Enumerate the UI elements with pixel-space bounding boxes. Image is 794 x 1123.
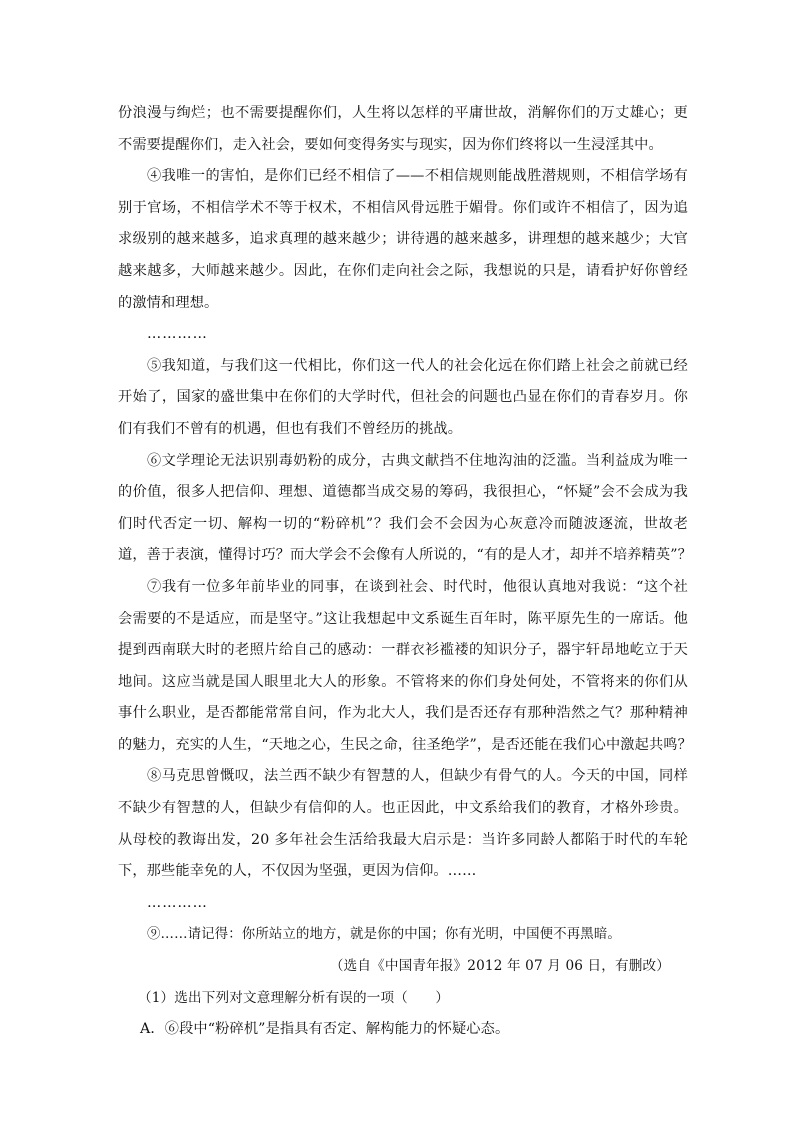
text-line: 提到西南联大时的老照片给自己的感动：一群衣衫褴褛的知识分子，器宇轩昂地屹立于天 — [118, 642, 688, 659]
document-page — [118, 98, 692, 1046]
paragraph-first-line: ⑧马克思曾慨叹，法兰西不缺少有智慧的人，但缺少有骨气的人。今天的中国，同样 — [147, 768, 688, 785]
text-line: 会需要的不是适应，而是坚守。”这让我想起中文系诞生百年时，陈平原先生的一席话。他 — [118, 610, 688, 627]
text-line: 份浪漫与绚烂；也不需要提醒你们，人生将以怎样的平庸世故，消解你们的万丈雄心；更 — [118, 105, 688, 121]
source-citation: （选自《中国青年报》2012 年 07 月 06 日，有删改） — [329, 958, 670, 975]
text-line: 求级别的越来越多，追求真理的越来越少；讲待遇的越来越多，讲理想的越来越少；大官 — [118, 231, 688, 248]
text-line: 的魅力，充实的人生，“天地之心，生民之命，往圣绝学”，是否还能在我们心中激起共鸣？ — [118, 736, 692, 753]
text-line: 道，善于表演，懂得讨巧？而大学会不会像有人所说的，“有的是人才，却并不培养精英”？ — [118, 547, 692, 564]
document-body — [118, 98, 692, 1046]
text-line: 的激情和理想。 — [118, 294, 219, 311]
text-line: 下，那些能幸免的人，不仅因为坚强，更因为信仰。…… — [118, 863, 477, 880]
text-line: 们时代否定一切、解构一切的“粉碎机”？我们会不会因为心灰意冷而随波逐流，世故老 — [118, 515, 688, 532]
text-line: 的价值，很多人把信仰、理想、道德都当成交易的筹码，我很担心，“怀疑”会不会成为我 — [118, 484, 688, 501]
text-line: 不需要提醒你们，走入社会，要如何变得务实与现实，因为你们终将以一生浸淫其中。 — [118, 136, 663, 153]
paragraph-first-line: ⑦我有一位多年前毕业的同事，在谈到社会、时代时，他很认真地对我说：“这个社 — [147, 578, 688, 595]
paragraph-first-line: ⑨……请记得：你所站立的地方，就是你的中国；你有光明，中国便不再黑暗。 — [147, 927, 621, 943]
paragraph-first-line: ⑥文学理论无法识别毒奶粉的成分，古典文献挡不住地沟油的泛滥。当利益成为唯一 — [147, 452, 688, 469]
text-line: 地间。这应当就是国人眼里北大人的形象。不管将来的你们身处何处，不管将来的你们从 — [118, 673, 688, 690]
text-line: 们有我们不曾有的机遇，但也有我们不曾经历的挑战。 — [118, 420, 463, 437]
text-line: 事什么职业，是否都能常常自问，作为北大人，我们是否还存有那种浩然之气？那种精神 — [118, 705, 688, 722]
text-line: 别于官场，不相信学术不等于权术，不相信风骨远胜于媚骨。你们或许不相信了，因为追 — [118, 199, 688, 216]
question-prompt: （1）选出下列对文意理解分析有误的一项（ ） — [138, 989, 450, 1006]
paragraph-first-line: ⑤我知道，与我们这一代相比，你们这一代人的社会化远在你们踏上社会之前就已经 — [147, 357, 688, 374]
text-line: 不缺少有智慧的人，但缺少有信仰的人。也正因此，中文系给我们的教育，才格外珍贵。 — [118, 800, 688, 817]
text-line: 开始了，国家的盛世集中在你们的大学时代，但社会的问题也凸显在你们的青春岁月。你 — [118, 389, 688, 406]
text-line: 越来越多，大师越来越少。因此，在你们走向社会之际，我想说的只是，请看护好你曾经 — [118, 262, 688, 279]
ellipsis-line: ………… — [147, 326, 208, 343]
paragraph-first-line: ④我唯一的害怕，是你们已经不相信了——不相信规则能战胜潜规则，不相信学场有 — [147, 168, 688, 185]
answer-option-a: A．⑥段中“粉碎机”是指具有否定、解构能力的怀疑心态。 — [140, 1021, 510, 1038]
ellipsis-line: ………… — [147, 894, 208, 911]
text-line: 从母校的教诲出发，20 多年社会生活给我最大启示是：当许多同龄人都陷于时代的车轮 — [118, 831, 688, 848]
